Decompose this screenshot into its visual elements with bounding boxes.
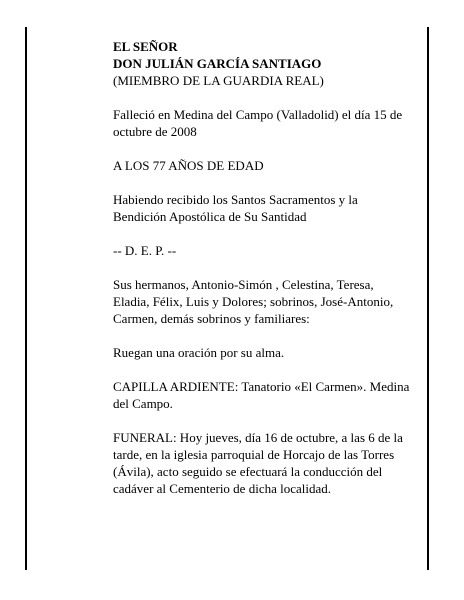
funeral-line-4: cadáver al Cementerio de dicha localidad. xyxy=(113,481,332,496)
left-border-line xyxy=(25,27,27,570)
obituary-text xyxy=(113,38,431,497)
death-line-2: octubre de 2008 xyxy=(113,124,197,139)
funeral-line-2: tarde, en la iglesia parroquial de Horcajo de las Torres xyxy=(113,447,395,462)
age-line: A LOS 77 AÑOS DE EDAD xyxy=(113,158,264,173)
deceased-role: (MIEMBRO DE LA GUARDIA REAL) xyxy=(113,73,324,88)
prayer-line: Ruegan una oración por su alma. xyxy=(113,345,285,360)
dep-line: -- D. E. P. -- xyxy=(113,243,177,258)
funeral-line-3: (Ávila), acto seguido se efectuará la conducción del xyxy=(113,464,383,479)
title-line-1: EL SEÑOR xyxy=(113,39,178,54)
chapel-line-1: CAPILLA ARDIENTE: Tanatorio «El Carmen». Medina xyxy=(113,379,410,394)
family-line-1: Sus hermanos, Antonio-Simón , Celestina, Teresa, xyxy=(113,277,374,292)
family-line-2: Eladia, Félix, Luis y Dolores; sobrinos, José-Antonio, xyxy=(113,294,394,309)
sacraments-line-2: Bendición Apostólica de Su Santidad xyxy=(113,209,307,224)
family-line-3: Carmen, demás sobrinos y familiares: xyxy=(113,311,310,326)
funeral-line-1: FUNERAL: Hoy jueves, día 16 de octubre, a las 6 de la xyxy=(113,430,403,445)
sacraments-line-1: Habiendo recibido los Santos Sacramentos y la xyxy=(113,192,358,207)
deceased-name: DON JULIÁN GARCÍA SANTIAGO xyxy=(113,56,322,71)
chapel-line-2: del Campo. xyxy=(113,396,173,411)
death-line-1: Falleció en Medina del Campo (Valladolid) el día 15 de xyxy=(113,107,403,122)
